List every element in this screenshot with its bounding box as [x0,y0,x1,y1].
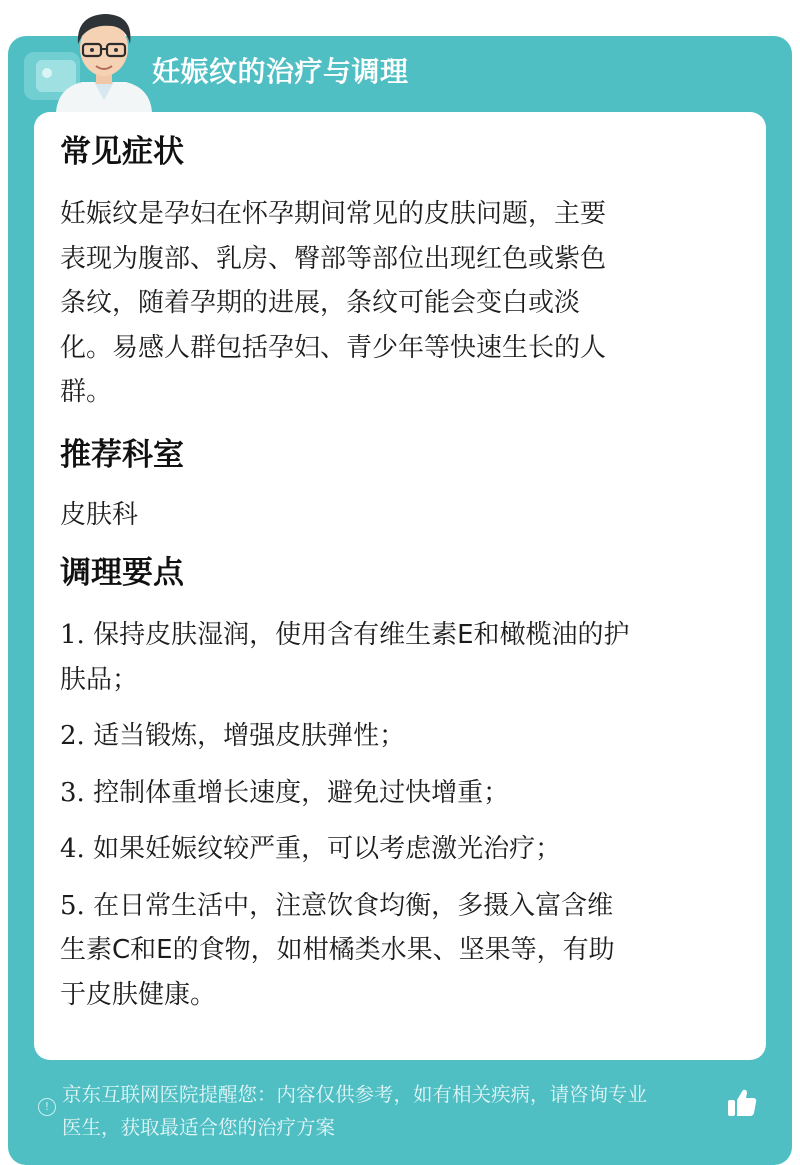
item-number: 3. [60,777,85,808]
care-item [60,771,744,816]
disclaimer-line: 京东互联网医院提醒您：内容仅供参考，如有相关疾病，请咨询专业 [62,1083,648,1106]
symptoms-line: 条纹，随着孕期的进展，条纹可能会变白或淡 [60,288,581,318]
item-text: 肤品； [60,664,139,695]
symptoms-line: 化。易感人群包括孕妇、青少年等快速生长的人 [60,332,607,363]
item-text: 适当锻炼，增强皮肤弹性； [93,721,406,751]
content-card [34,112,766,1060]
care-item [60,884,744,1018]
item-text: 在日常生活中，注意饮食均衡，多摄入富含维 [93,890,614,921]
symptoms-line: 表现为腹部、乳房、臀部等部位出现红色或紫色 [60,243,607,274]
symptoms-line: 妊娠纹是孕妇在怀孕期间常见的皮肤问题，主要 [60,199,607,229]
symptoms-heading: 常见症状 [60,134,184,170]
item-number: 2. [60,721,85,751]
item-number: 1. [60,620,85,650]
department-heading: 推荐科室 [60,436,184,473]
doctor-avatar [48,4,160,112]
item-text: 控制体重增长速度，避免过快增重； [93,777,510,808]
disclaimer [62,1078,732,1144]
symptoms-paragraph [60,192,744,415]
care-item [60,613,744,702]
item-text: 于皮肤健康。 [60,979,217,1010]
info-icon: ! [38,1098,56,1116]
item-text: 保持皮肤湿润，使用含有维生素E和橄榄油的护 [93,620,630,650]
item-text: 如果妊娠纹较严重，可以考虑激光治疗； [93,834,562,864]
disclaimer-line: 医生，获取最适合您的治疗方案 [62,1116,336,1139]
page-title: 妊娠纹的治疗与调理 [152,55,409,88]
thumbs-up-icon[interactable] [724,1084,760,1120]
department-text: 皮肤科 [60,499,139,530]
care-heading: 调理要点 [60,555,184,591]
care-item [60,827,744,872]
item-number: 5. [60,890,85,921]
item-text: 生素C和E的食物，如柑橘类水果、坚果等，有助 [60,935,615,965]
care-item [60,714,744,759]
symptoms-line: 群。 [60,377,113,407]
item-number: 4. [60,834,85,864]
